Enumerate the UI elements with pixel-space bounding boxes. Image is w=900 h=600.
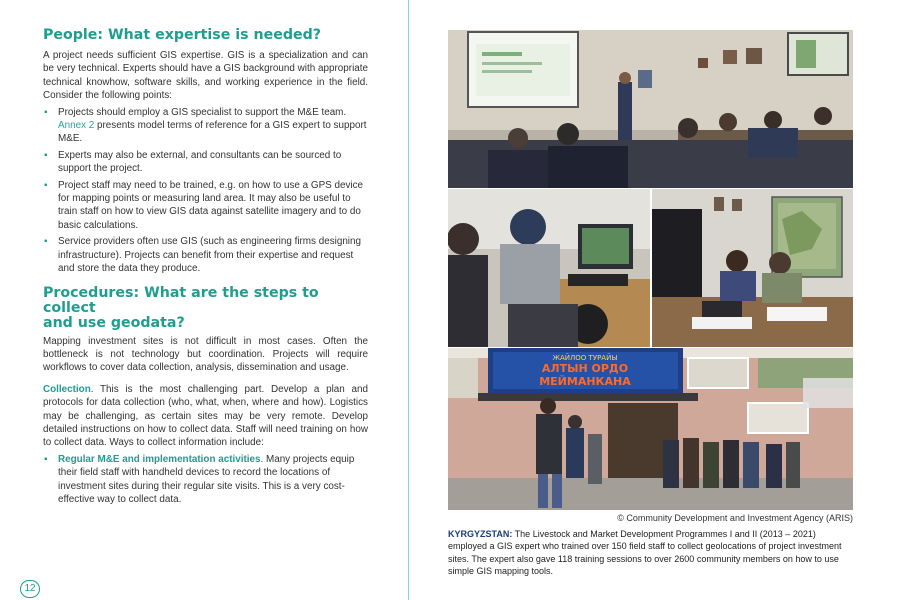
office-map-photo (652, 189, 853, 347)
list-item: ▪ Experts may also be external, and consultants can be sourced to support the project. (44, 149, 342, 175)
laptop-training-photo (448, 189, 650, 347)
list-item: ▪ Projects should employ a GIS specialist to support the M&E team. Annex 2 presents model terms of reference for a GIS expert to support M&E. (44, 106, 367, 145)
annex-2-link[interactable]: Annex 2 (58, 120, 95, 132)
section-title-people: People: What expertise is needed? (43, 27, 322, 43)
list-item: ▪ Project staff may need to be trained, e.g. on how to use a GPS device for mapping points or measuring land area. It may also be useful to train staff on how to view GIS data against satellite imagery and to do basic calculations. (44, 179, 364, 231)
sign-top-text: ЖАЙЛОО ТУРАЙЫ (552, 354, 618, 362)
procedures-intro: Mapping investment sites is not difficult in most cases. Often the bottleneck is not technology but coordination. Projects will require workflows to cover data collection, analysis, dissemination and usage. (43, 335, 368, 374)
people-bullet-list (43, 106, 368, 276)
collection-bullet-list (43, 453, 368, 507)
section-title-procedures: Procedures: What are the steps to collect and use geodata? (43, 284, 319, 331)
training-room-photo (448, 30, 853, 188)
bullet-icon: ▪ (44, 106, 48, 118)
bullet-icon: ▪ (44, 453, 48, 465)
caption-country: KYRGYZSTAN: (448, 529, 513, 539)
bullet-icon: ▪ (44, 236, 48, 248)
list-item: ▪ Regular M&E and implementation activities. Many projects equip their field staff with handheld devices to record the locations of investment sites during their regular site visits. This is a very cost-effective way to collect data. (44, 453, 355, 505)
page-number: 12 (20, 580, 40, 598)
sign-sub-text: МЕЙМАНКАНА (539, 375, 631, 388)
sign-main-text: АЛТЫН ОРДО (541, 362, 629, 375)
photo-credit: © Community Development and Investment Agency (ARIS) (617, 513, 853, 523)
guesthouse-exterior-photo (448, 348, 853, 510)
page-divider (408, 0, 409, 600)
collection-label: Collection (43, 383, 91, 395)
photo-caption: KYRGYZSTAN: The Livestock and Market Development Programmes I and II (2013 – 2021) employed a GIS expert who trained over 150 field staff to collect geolocations of project investment sites. The expert also gave 118 training sessions to over 2600 community members on how to use simple GIS mapping tools. (448, 529, 842, 576)
list-item: ▪ Service providers often use GIS (such as engineering firms designing infrastructure). Projects can benefit from their expertise and request and store the data they produce. (44, 236, 361, 275)
bullet-icon: ▪ (44, 179, 48, 191)
people-intro: A project needs sufficient GIS expertise. GIS is a specialization and can be very technical. Experts should have a GIS background with appropriate technical knowhow, software skills, and working experience in the field. Consider the following points: (43, 50, 368, 102)
bullet-icon: ▪ (44, 149, 48, 161)
collection-paragraph: Collection. This is the most challenging part. Develop a plan and protocols for data collection (who, what, when, where and how). Logistics may be challenging, as certain sites may be very remote. Develop detailed instructions on how to collect data. Staff will need training on how to collect data. Ways to collect information include: (43, 383, 368, 449)
left-column (43, 28, 368, 506)
